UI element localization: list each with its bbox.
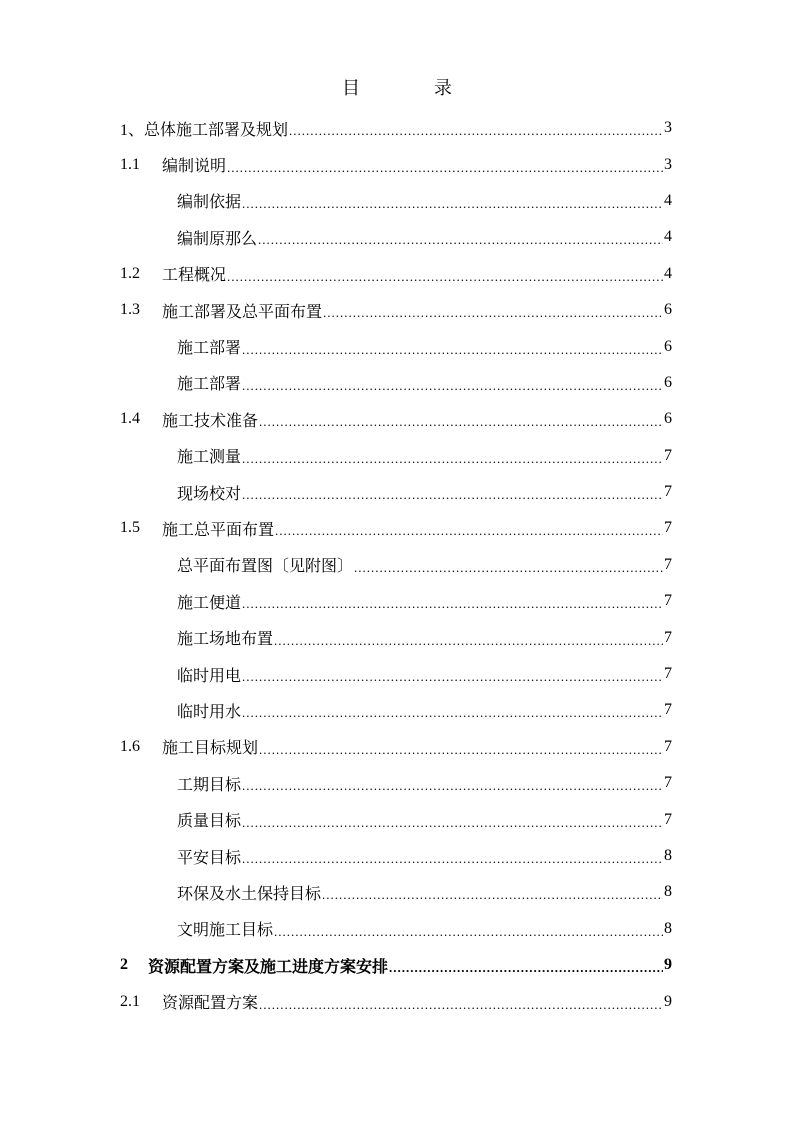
toc-entry[interactable] <box>120 328 672 364</box>
toc-entry-title: 平安目标 <box>177 849 242 867</box>
toc-entry-page: 7 <box>664 519 672 537</box>
toc-entry[interactable] <box>120 656 672 692</box>
toc-entry-title: 编制依据 <box>177 194 242 212</box>
toc-entry-title: 施工测量 <box>177 449 242 467</box>
toc-entry-page: 6 <box>664 301 672 319</box>
toc-entry[interactable] <box>120 983 672 1019</box>
toc-entry-title: 环保及水土保持目标 <box>177 885 322 903</box>
toc-leader-dots <box>354 560 663 576</box>
toc-entry-title: 1、总体施工部署及规划 <box>120 121 289 139</box>
toc-entry[interactable] <box>120 510 672 546</box>
toc-entry-page: 7 <box>664 701 672 719</box>
toc-entry-page: 8 <box>664 919 672 937</box>
toc-entry-page: 7 <box>664 555 672 573</box>
toc-entry-page: 4 <box>664 191 672 209</box>
toc-entry[interactable] <box>120 365 672 401</box>
toc-entry-page: 7 <box>664 446 672 464</box>
toc-entry[interactable] <box>120 183 672 219</box>
toc-entry-title: 质量目标 <box>177 813 242 831</box>
toc-entry-page: 7 <box>664 774 672 792</box>
toc-entry-title: 资源配置方案 <box>162 995 259 1013</box>
toc-entry-page: 9 <box>664 956 672 974</box>
toc-entry-page: 7 <box>664 810 672 828</box>
toc-leader-dots <box>289 123 663 139</box>
toc-leader-dots <box>242 196 663 212</box>
toc-entry-number: 1.4 <box>120 410 140 428</box>
toc-entry-page: 6 <box>664 373 672 391</box>
toc-entry-title: 临时用电 <box>177 667 242 685</box>
toc-entry-page: 3 <box>664 119 672 137</box>
page-title: 目 录 <box>342 78 480 98</box>
toc-entry-title: 施工目标规划 <box>162 740 259 758</box>
toc-leader-dots <box>242 815 663 831</box>
toc-entry-page: 3 <box>664 155 672 173</box>
toc-entry[interactable] <box>120 256 672 292</box>
toc-leader-dots <box>242 705 663 721</box>
toc-leader-dots <box>242 851 663 867</box>
toc-entry-page: 9 <box>664 992 672 1010</box>
toc-leader-dots <box>259 414 663 430</box>
toc-leader-dots <box>258 232 663 248</box>
toc-entry-number: 2 <box>120 956 128 974</box>
toc-entry-title: 文明施工目标 <box>177 922 274 940</box>
toc-entry-page: 7 <box>664 592 672 610</box>
toc-entry[interactable] <box>120 692 672 728</box>
toc-entry-page: 7 <box>664 483 672 501</box>
toc-entry-number: 1.6 <box>120 737 140 755</box>
toc-entry[interactable] <box>120 110 672 146</box>
toc-entry-title: 编制说明 <box>162 158 227 176</box>
toc-entry-number: 1.2 <box>120 264 140 282</box>
toc-entry-title: 资源配置方案及施工进度方案安排 <box>148 958 389 976</box>
toc-leader-dots <box>242 451 663 467</box>
toc-entry-title: 施工部署 <box>177 340 242 358</box>
toc-leader-dots <box>242 669 663 685</box>
toc-entry-number: 1.5 <box>120 519 140 537</box>
toc-entry[interactable] <box>120 583 672 619</box>
toc-entry[interactable] <box>120 438 672 474</box>
toc-entry-title: 工程概况 <box>162 267 227 285</box>
toc-entry-number: 1.3 <box>120 301 140 319</box>
toc-leader-dots <box>259 742 663 758</box>
toc-entry-title: 施工场地布置 <box>177 631 274 649</box>
toc-leader-dots <box>227 160 663 176</box>
toc-entry[interactable] <box>120 474 672 510</box>
toc-entry-title: 工期目标 <box>177 776 242 794</box>
toc-entry[interactable] <box>120 838 672 874</box>
toc-entry-page: 8 <box>664 883 672 901</box>
toc-entry-title: 施工技术准备 <box>162 412 259 430</box>
toc-entry[interactable] <box>120 729 672 765</box>
toc-entry-page: 7 <box>664 665 672 683</box>
toc-leader-dots <box>242 378 663 394</box>
toc-entry[interactable] <box>120 765 672 801</box>
toc-entry-title: 编制原那么 <box>177 230 258 248</box>
toc-leader-dots <box>274 633 663 649</box>
toc-entry-page: 7 <box>664 628 672 646</box>
toc-entry[interactable] <box>120 911 672 947</box>
toc-entry-title: 施工部署及总平面布置 <box>162 303 323 321</box>
toc-entry[interactable] <box>120 874 672 910</box>
toc-entry-title: 总平面布置图〔见附图〕 <box>177 558 354 576</box>
toc-entry-page: 7 <box>664 737 672 755</box>
toc-leader-dots <box>389 960 663 976</box>
toc-entry-page: 4 <box>664 264 672 282</box>
toc-entry[interactable] <box>120 801 672 837</box>
toc-entry[interactable] <box>120 547 672 583</box>
toc-entry-page: 8 <box>664 847 672 864</box>
toc-entry[interactable] <box>120 219 672 255</box>
toc-entry-title: 临时用水 <box>177 703 242 721</box>
toc-leader-dots <box>227 269 663 285</box>
table-of-contents <box>120 110 672 1020</box>
toc-entry[interactable] <box>120 947 672 983</box>
toc-entry[interactable] <box>120 146 672 182</box>
toc-leader-dots <box>259 997 663 1013</box>
toc-entry-page: 6 <box>664 410 672 428</box>
toc-entry-title: 现场校对 <box>177 485 242 503</box>
toc-entry[interactable] <box>120 401 672 437</box>
toc-entry-page: 6 <box>664 337 672 355</box>
toc-leader-dots <box>322 887 663 903</box>
toc-entry-title: 施工部署 <box>177 376 242 394</box>
toc-leader-dots <box>242 778 663 794</box>
toc-leader-dots <box>242 342 663 358</box>
toc-entry-number: 2.1 <box>120 992 140 1010</box>
toc-leader-dots <box>242 487 663 503</box>
toc-entry-title: 施工便道 <box>177 594 242 612</box>
toc-entry-page: 4 <box>664 228 672 246</box>
toc-entry-title: 施工总平面布置 <box>162 521 275 539</box>
toc-leader-dots <box>323 305 663 321</box>
toc-entry[interactable] <box>120 619 672 655</box>
toc-leader-dots <box>242 596 663 612</box>
toc-leader-dots <box>275 523 663 539</box>
toc-entry[interactable] <box>120 292 672 328</box>
toc-leader-dots <box>274 924 663 940</box>
toc-entry-number: 1.1 <box>120 155 140 173</box>
